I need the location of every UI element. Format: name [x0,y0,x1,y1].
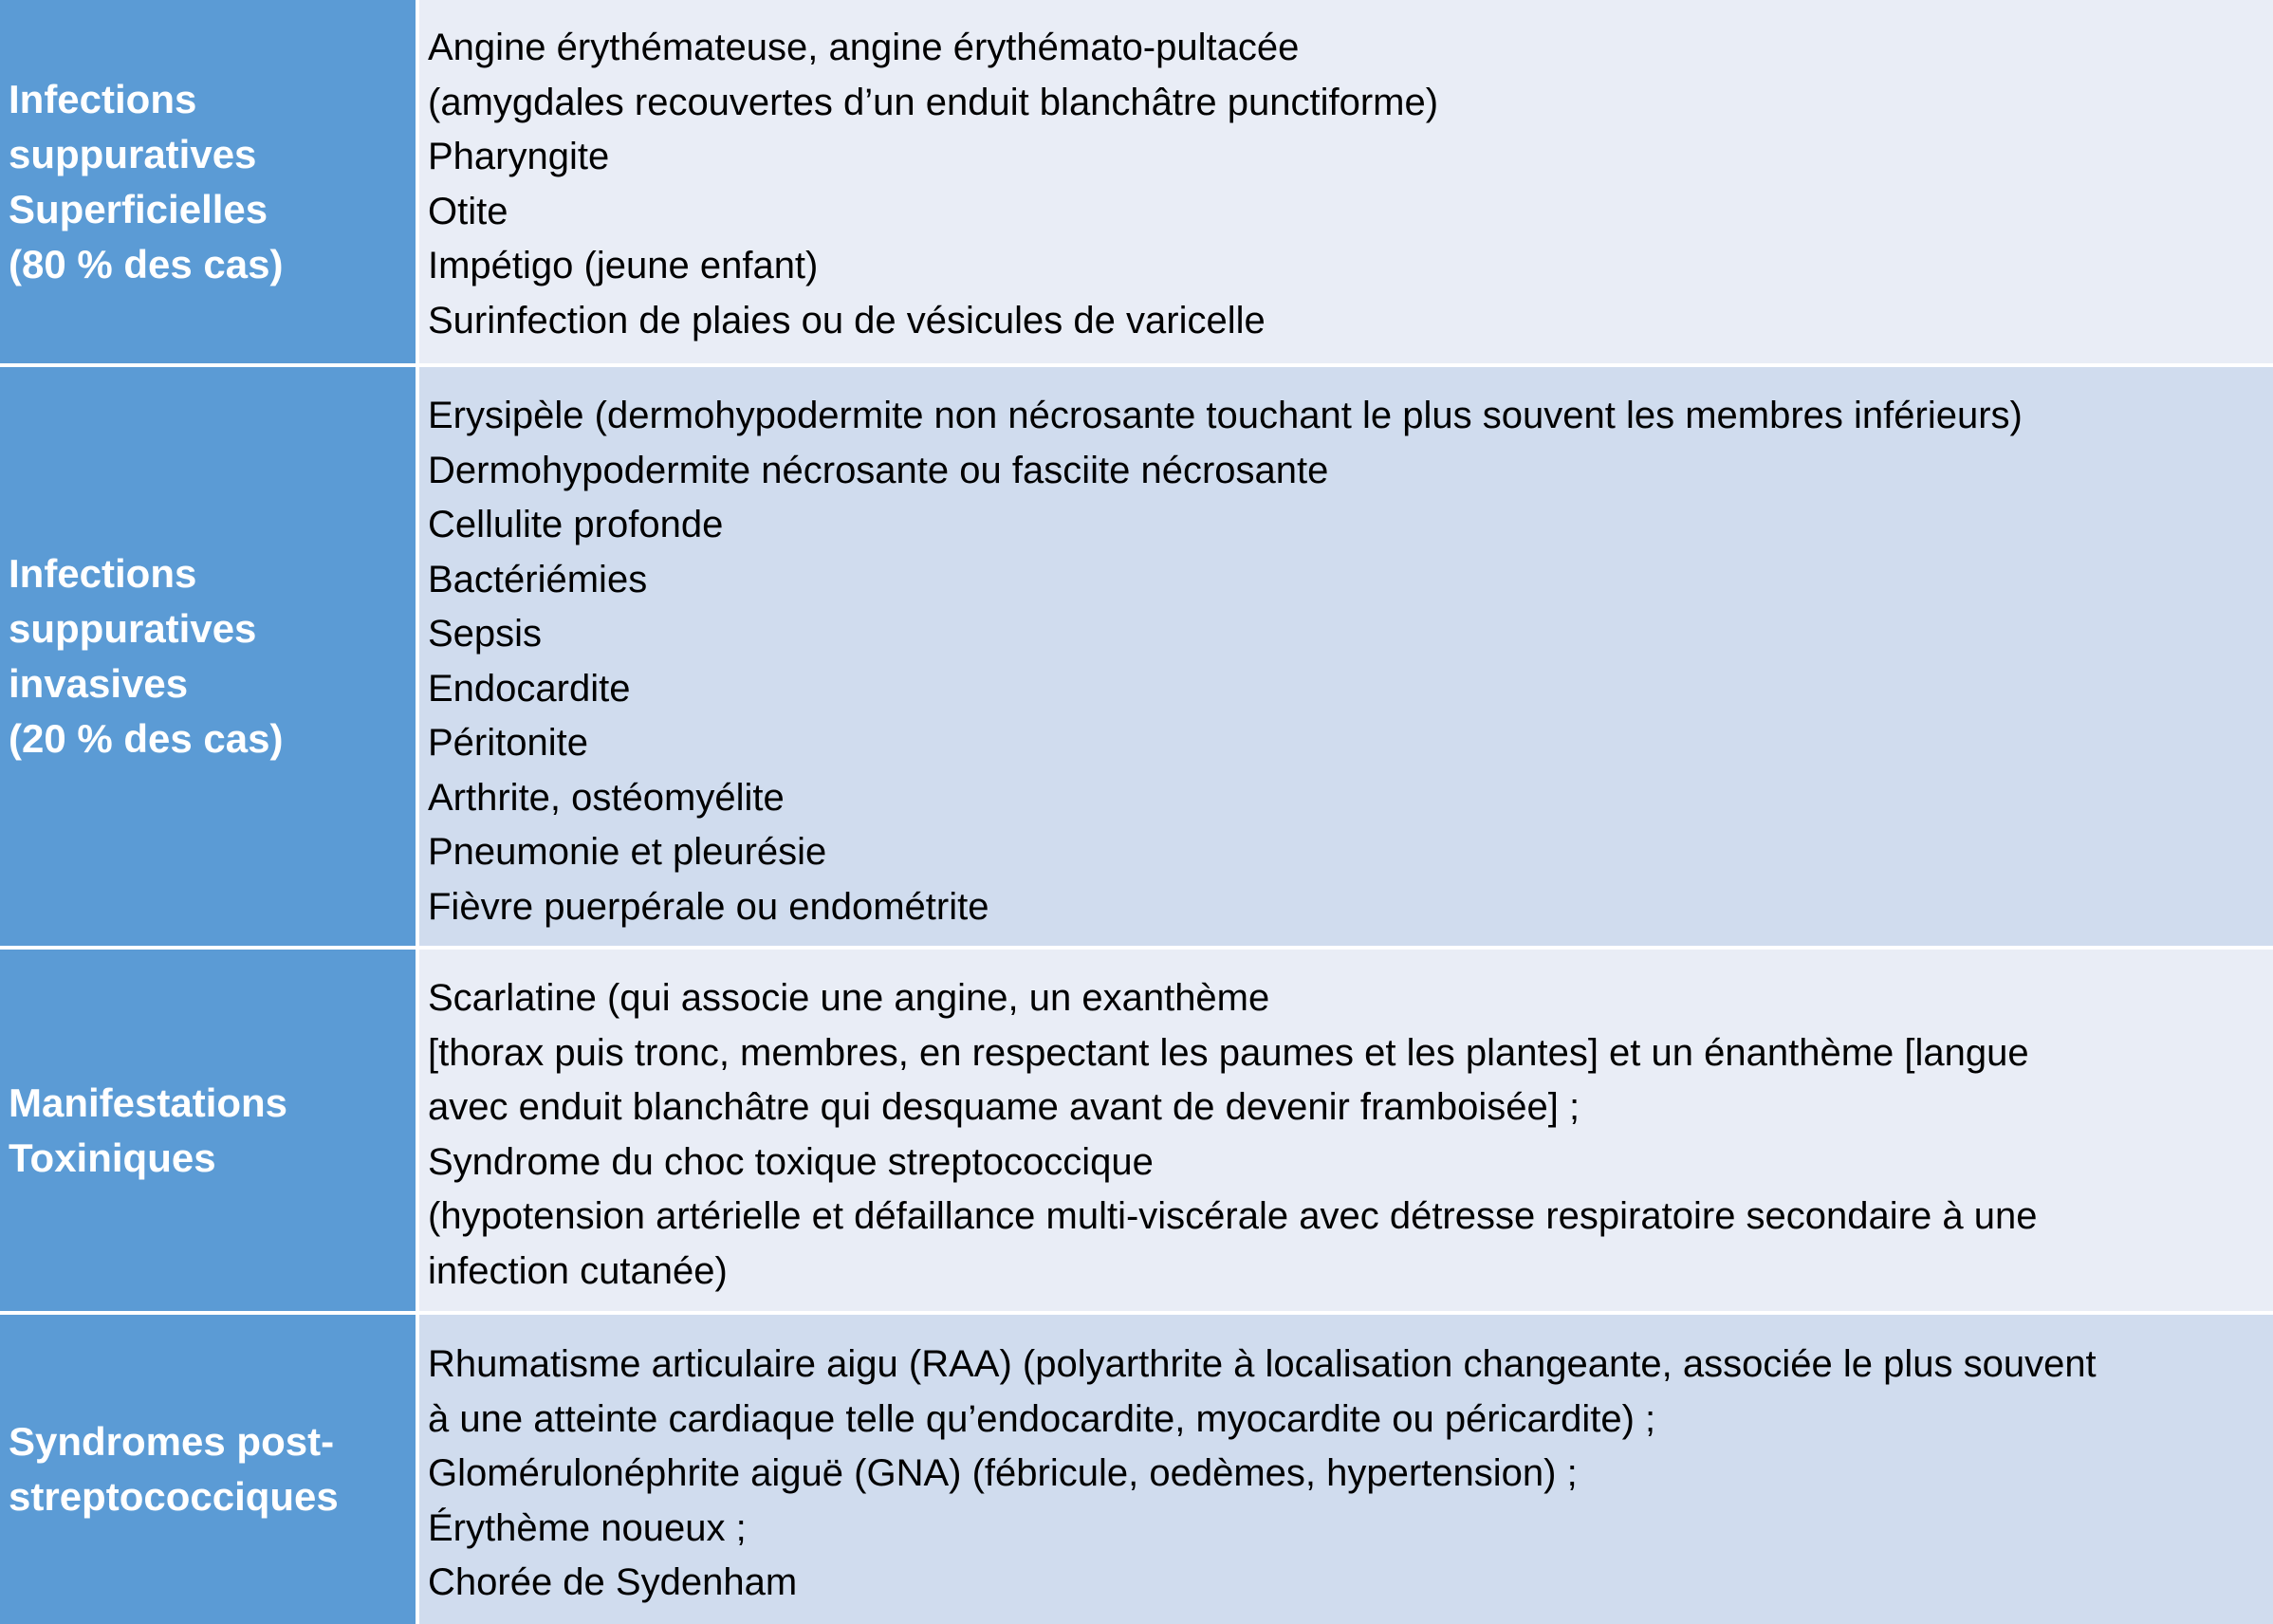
row-header-line: streptococciques [9,1474,339,1519]
row-header-post-streptococcal [0,1315,419,1624]
list-item: Cellulite profonde [428,504,724,545]
row-header-line: Toxiniques [9,1135,216,1180]
row-header-line: Superficielles [9,186,268,231]
list-item: avec enduit blanchâtre qui desquame avant de devenir framboisée] ; [428,1086,1580,1128]
list-item: Endocardite [428,667,631,710]
list-item: Arthrite, ostéomyélite [428,776,785,819]
row-header-line: suppuratives [9,606,257,651]
list-item: Scarlatine (qui associe une angine, un exanthème [428,977,1270,1019]
list-item: Glomérulonéphrite aiguë (GNA) (fébricule, oedèmes, hypertension) ; [428,1452,1578,1494]
row-header-line: Manifestations [9,1080,288,1125]
row-header-line: Infections [9,76,197,121]
list-item: à une atteinte cardiaque telle qu’endocardite, myocardite ou péricardite) ; [428,1397,1656,1440]
list-item: Pharyngite [428,136,610,177]
row-header-text [9,1414,339,1524]
list-item: (amygdales recouvertes d’un enduit blanchâtre punctiforme) [428,81,1439,123]
row-header-superficial [0,0,419,367]
row-header-text [9,72,284,292]
list-item: Dermohypodermite nécrosante ou fasciite nécrosante [428,449,1329,491]
row-header-line: (20 % des cas) [9,716,284,761]
list-item: Fièvre puerpérale ou endométrite [428,885,989,928]
list-item: Otite [428,190,508,232]
row-content-post-streptococcal [419,1315,2273,1624]
row-header-text [9,1076,287,1186]
list-item: (hypotension artérielle et défaillance multi-viscérale avec détresse respiratoire secondaire à une [428,1195,2038,1237]
list-item: Angine érythémateuse, angine érythémato-pultacée [428,27,1300,68]
list-item: [thorax puis tronc, membres, en respectant les paumes et les plantes] et un énanthème [langue [428,1031,2029,1074]
row-content-invasive [419,367,2273,950]
list-item: Sepsis [428,613,543,655]
row-header-toxic [0,950,419,1315]
list-item: Rhumatisme articulaire aigu (RAA) (polyarthrite à localisation changeante, associée le plus souvent [428,1343,2097,1385]
list-item: Péritonite [428,722,588,764]
list-item: Chorée de Sydenham [428,1561,798,1603]
list-item: Bactériémies [428,558,648,600]
list-item: Surinfection de plaies ou de vésicules de varicelle [428,299,1266,341]
row-header-line: (80 % des cas) [9,241,284,286]
list-item: infection cutanée) [428,1249,728,1292]
row-content-toxic [419,950,2273,1315]
list-item: Érythème noueux ; [428,1506,747,1549]
row-header-line: invasives [9,661,189,706]
row-header-line: suppuratives [9,131,257,176]
row-content-superficial [419,0,2273,367]
list-item: Syndrome du choc toxique streptococcique [428,1140,1154,1183]
row-header-text [9,546,284,766]
row-header-invasive [0,367,419,950]
row-header-line: Infections [9,551,197,596]
row-header-line: Syndromes post- [9,1419,335,1464]
list-item: Erysipèle (dermohypodermite non nécrosante touchant le plus souvent les membres inférieurs) [428,395,2023,436]
list-item: Impétigo (jeune enfant) [428,245,819,286]
list-item: Pneumonie et pleurésie [428,831,827,873]
